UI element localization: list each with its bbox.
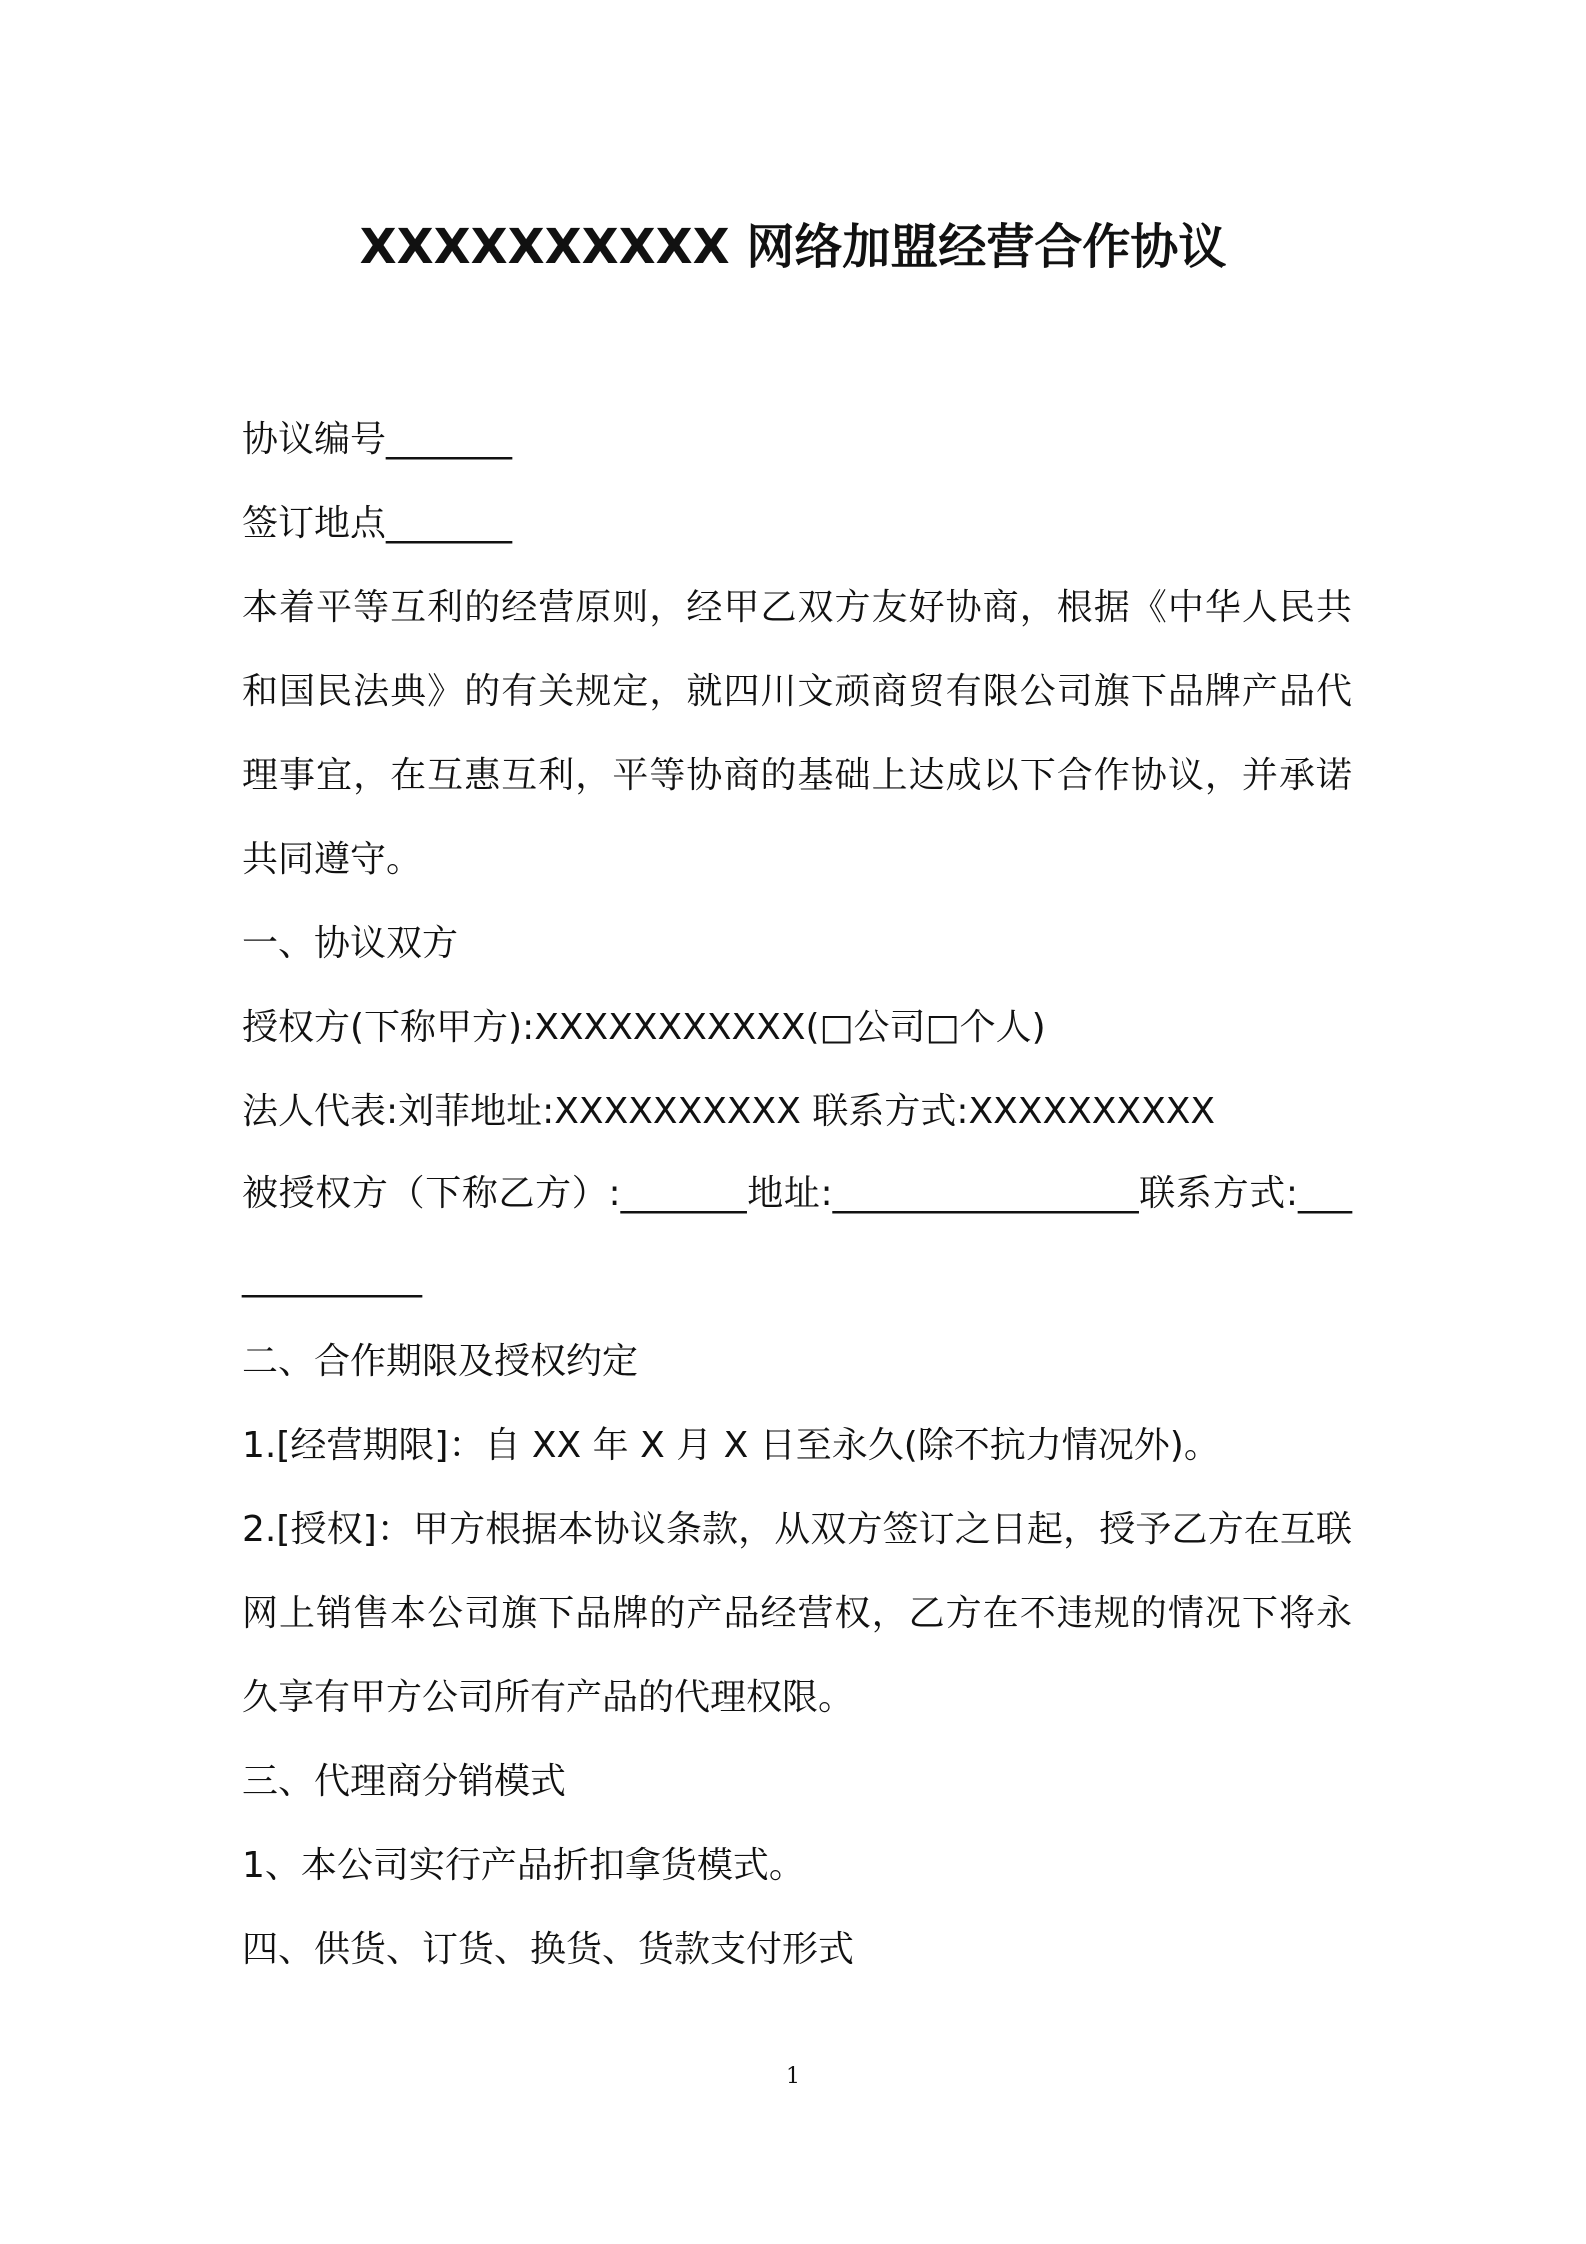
section-1-heading: 一、协议双方 bbox=[242, 923, 459, 964]
party-b-paragraph: 被授权方（下称乙方）:_______地址:_________________联系方式:_____________ bbox=[242, 1173, 1352, 1298]
preamble-paragraph: 本着平等互利的经营原则，经甲乙双方友好协商，根据《中华人民共和国民法典》的有关规定，就四川文顽商贸有限公司旗下品牌产品代理事宜，在互惠互利，平等协商的基础上达成以下合作协议，并承诺共同遵守。 bbox=[242, 587, 1352, 880]
agreement-number-line: 协议编号_______ bbox=[242, 419, 513, 460]
signing-place-line: 签订地点_______ bbox=[242, 503, 513, 544]
section-4-heading: 四、供货、订货、换货、货款支付形式 bbox=[242, 1929, 855, 1970]
section-2-heading: 二、合作期限及授权约定 bbox=[242, 1341, 639, 1382]
document-title: XXXXXXXXXX 网络加盟经营合作协议 bbox=[359, 219, 1227, 275]
clause-2-1: 1.[经营期限]：自 XX 年 X 月 X 日至永久(除不抗力情况外)。 bbox=[242, 1425, 1220, 1466]
party-a-details-line: 法人代表:刘菲地址:XXXXXXXXXX 联系方式:XXXXXXXXXX bbox=[242, 1091, 1216, 1132]
section-3-heading: 三、代理商分销模式 bbox=[242, 1761, 567, 1802]
clause-3-1: 1、本公司实行产品折扣拿货模式。 bbox=[242, 1845, 805, 1886]
page-number: 1 bbox=[786, 2064, 800, 2089]
clause-2-2: 2.[授权]：甲方根据本协议条款，从双方签订之日起，授予乙方在互联网上销售本公司旗下品牌的产品经营权，乙方在不违规的情况下将永久享有甲方公司所有产品的代理权限。 bbox=[242, 1509, 1352, 1718]
party-a-line: 授权方(下称甲方):XXXXXXXXXXX(□公司□个人) bbox=[242, 1007, 1046, 1048]
